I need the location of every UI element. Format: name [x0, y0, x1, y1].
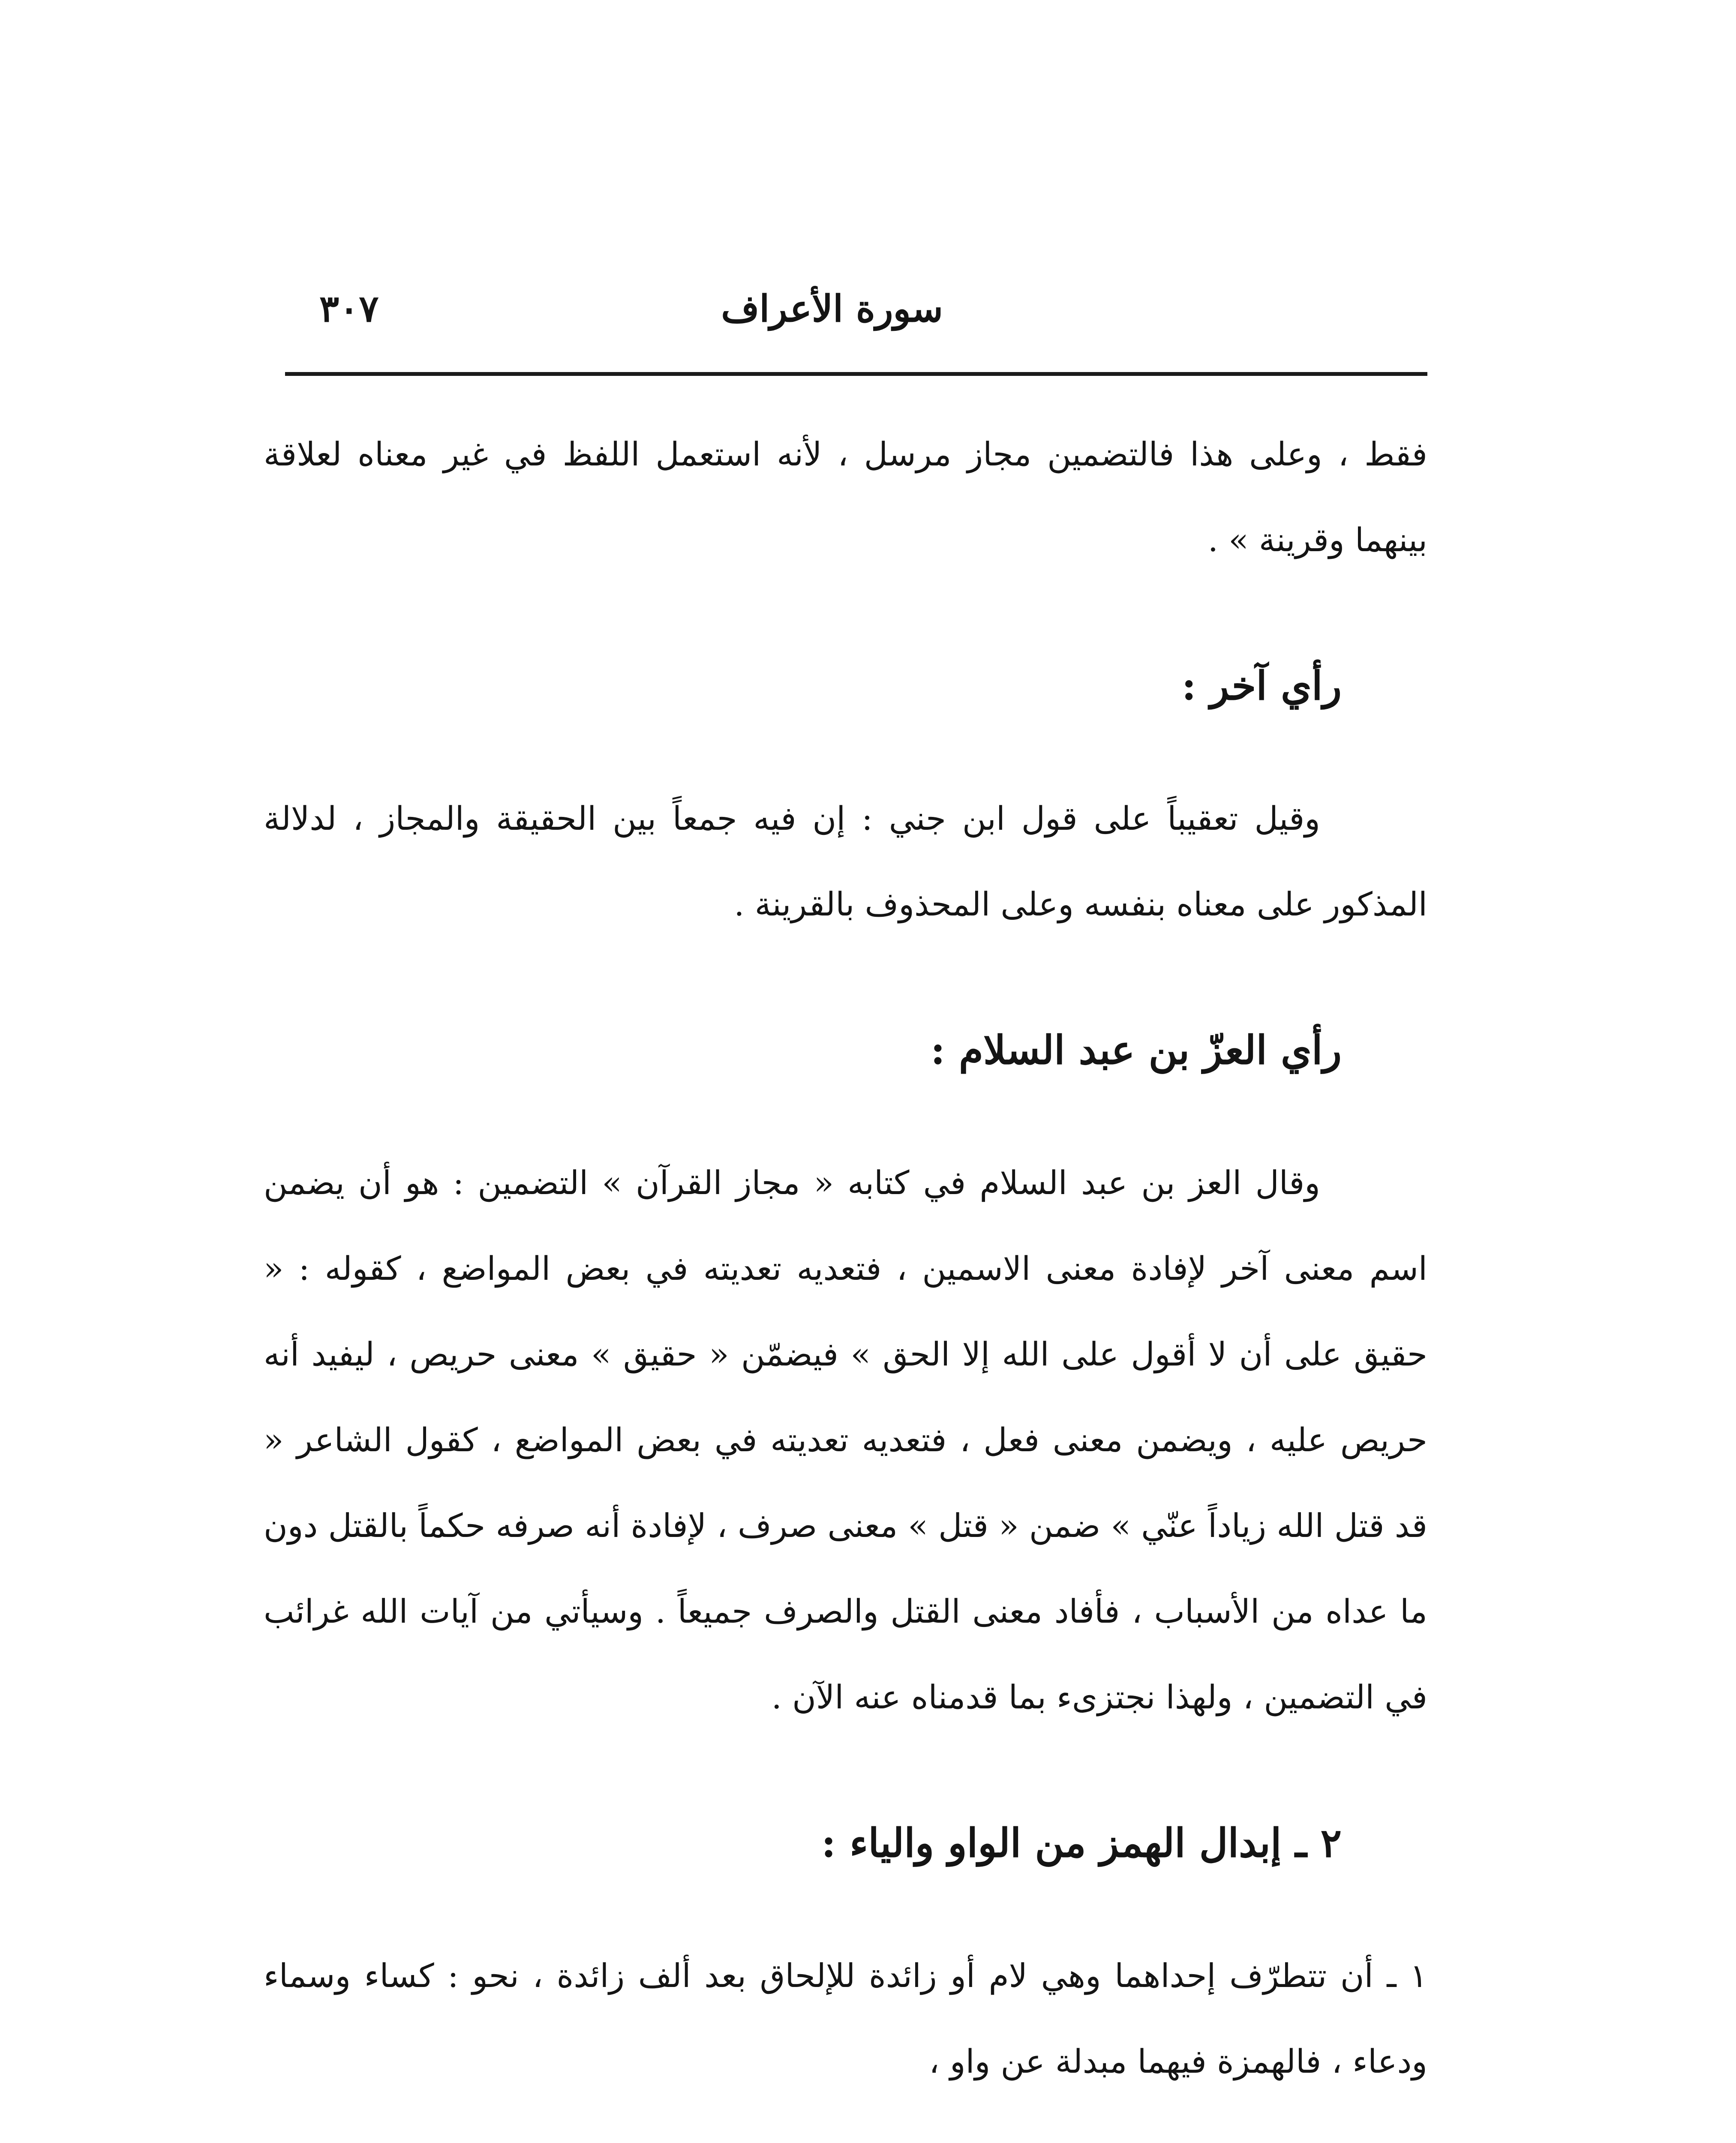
another-view-paragraph: وقيل تعقيباً على قول ابن جني : إن فيه جمعاً بين الحقيقة والمجاز ، لدلالة المذكور على معناه بنفسه وعلى المحذوف بالقرينة .: [264, 799, 1427, 923]
spacer: [264, 947, 1427, 1007]
spacer: [264, 1740, 1427, 1800]
spacer: [264, 583, 1427, 643]
spacer: [264, 1093, 1427, 1140]
intro-paragraph: فقط ، وعلى هذا فالتضمين مجاز مرسل ، لأنه استعمل اللفظ في غير معناه لعلاقة بينهما وقرينة » .: [264, 435, 1427, 559]
hamz-paragraph: ١ ـ أن تتطرّف إحداهما وهي لام أو زائدة للإلحاق بعد ألف زائدة ، نحو : كساء وسماء ودعاء ، فالهمزة فيهما مبدلة عن واو ،: [264, 1957, 1427, 2080]
section-heading-izz-view: رأي العزّ بن عبد السلام :: [931, 1027, 1342, 1073]
running-title: سورة الأعراف: [721, 287, 943, 330]
spacer: [264, 729, 1427, 776]
page-number: ٣٠٧: [319, 287, 379, 330]
spacer: [264, 1886, 1427, 1933]
section-heading-another-view: رأي آخر :: [1181, 663, 1342, 709]
header-rule: [285, 372, 1427, 376]
page-header: [285, 274, 1427, 351]
section-heading-hamz: ٢ ـ إبدال الهمز من الواو والياء :: [821, 1820, 1342, 1866]
izz-view-paragraph: وقال العز بن عبد السلام في كتابه « مجاز القرآن » التضمين : هو أن يضمن اسم معنى آخر لإفادة معنى الاسمين ، فتعديه تعديته في بعض المواضع ، كقوله : « حقيق على أن لا أقول على الله إلا الحق » فيضمّن « حقيق » معنى حريص ، ليفيد أنه حريص عليه ، ويضمن معنى فعل ، فتعديه تعديته في بعض المواضع ، كقول الشاعر « قد قتل الله زياداً عنّي » ضمن « قتل » معنى صرف ، لإفادة أنه صرفه حكماً بالقتل دون ما عداه من الأسباب ، فأفاد معنى القتل والصرف جميعاً . وسيأتي من آيات الله غرائب في التضمين ، ولهذا نجتزىء بما قدمناه عنه الآن .: [264, 1164, 1427, 1716]
page-body: [264, 411, 1427, 2104]
